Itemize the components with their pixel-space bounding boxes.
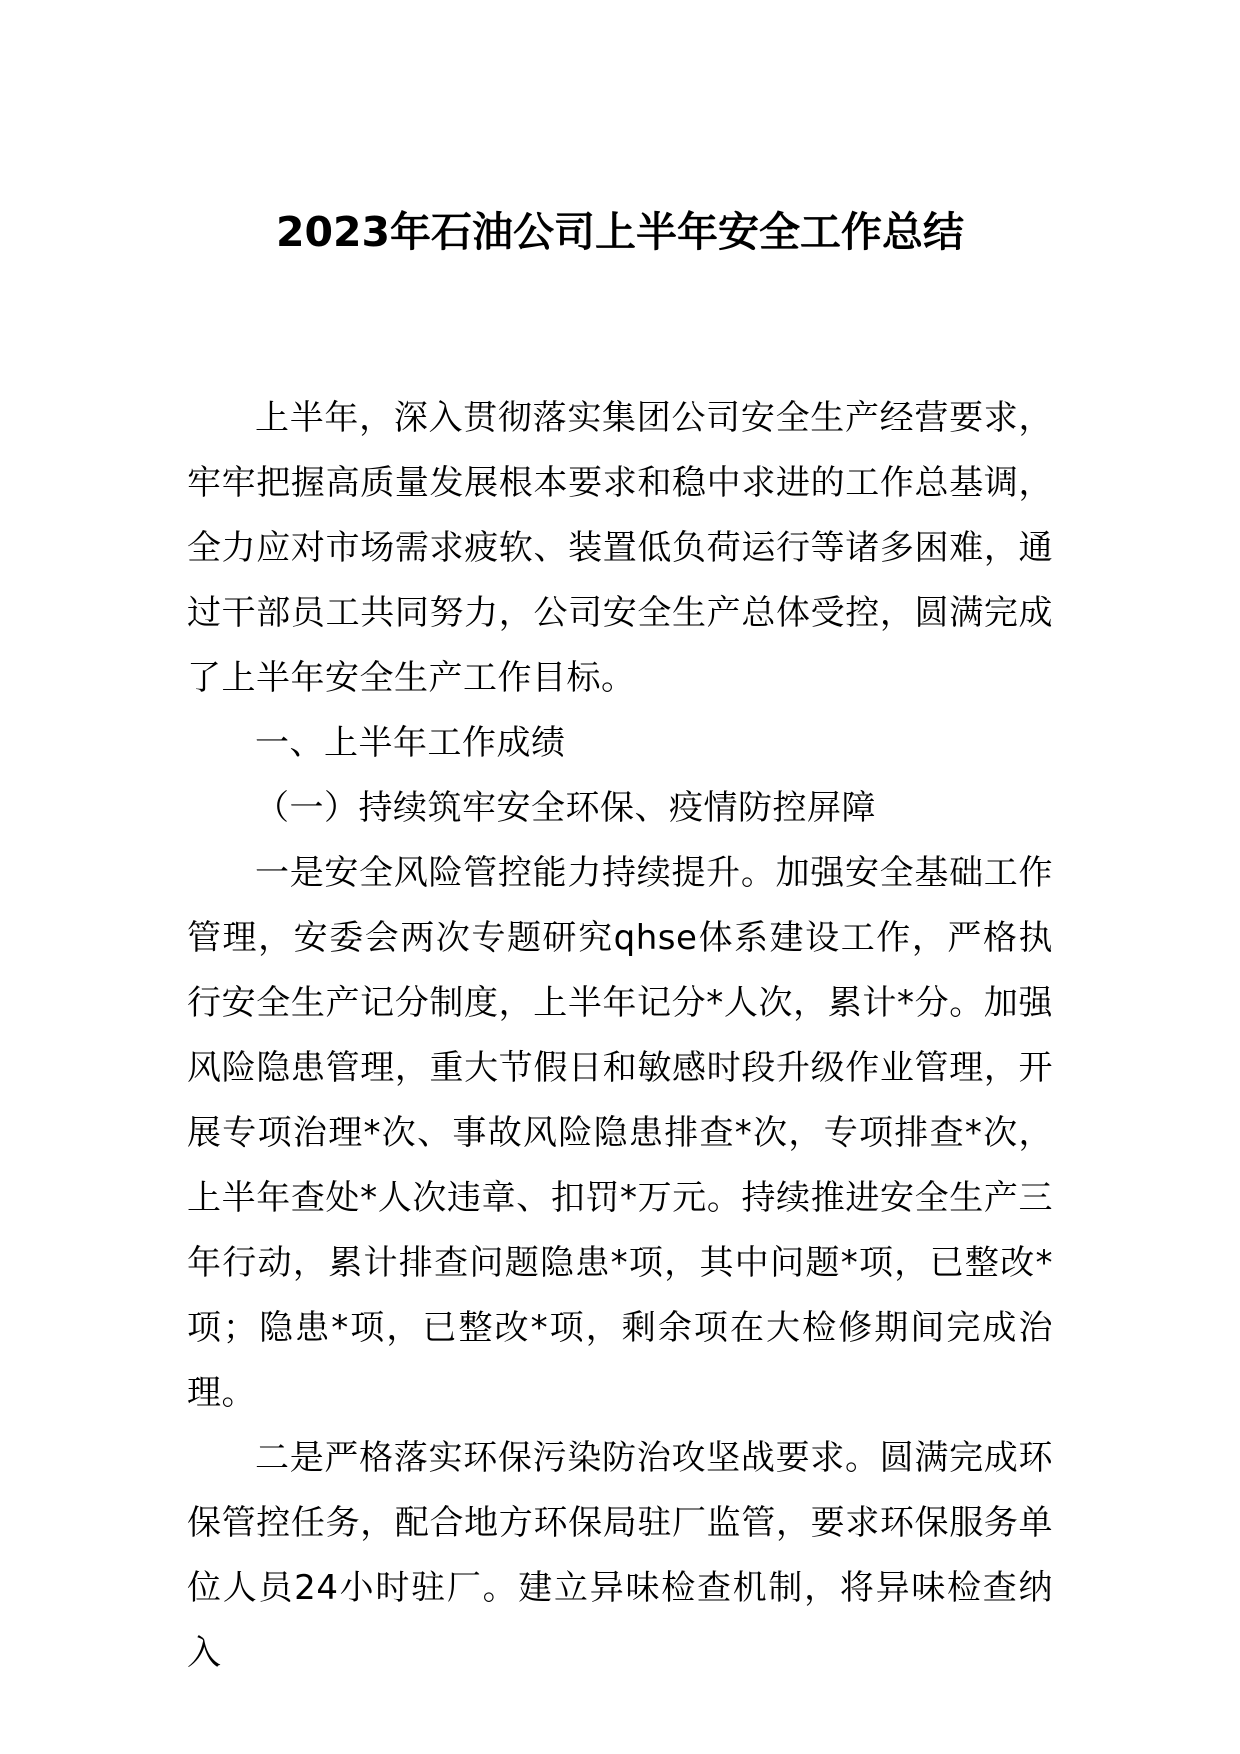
subsection-heading: （一）持续筑牢安全环保、疫情防控屏障	[255, 788, 876, 828]
paragraph-intro: 上半年，深入贯彻落实集团公司安全生产经营要求，牢牢把握高质量发展根本要求和稳中求进的工作总基调，全力应对市场需求疲软、装置低负荷运行等诸多困难，通过干部员工共同努力，公司安全生产总体受控，圆满完成了上半年安全生产工作目标。	[187, 398, 1053, 698]
section-heading: 一、上半年工作成绩	[255, 723, 566, 763]
document-title: 2023年石油公司上半年安全工作总结	[275, 208, 965, 256]
document-body	[187, 386, 1053, 1686]
paragraph-point-two: 二是严格落实环保污染防治攻坚战要求。圆满完成环保管控任务，配合地方环保局驻厂监管，要求环保服务单位人员24小时驻厂。建立异味检查机制，将异味检查纳入	[187, 1438, 1053, 1673]
paragraph-point-one: 一是安全风险管控能力持续提升。加强安全基础工作管理，安委会两次专题研究qhse体系建设工作，严格执行安全生产记分制度，上半年记分*人次，累计*分。加强风险隐患管理，重大节假日和敏感时段升级作业管理，开展专项治理*次、事故风险隐患排查*次，专项排查*次，上半年查处*人次违章、扣罚*万元。持续推进安全生产三年行动，累计排查问题隐患*项，其中问题*项，已整改*项；隐患*项，已整改*项，剩余项在大检修期间完成治理。	[187, 853, 1053, 1413]
